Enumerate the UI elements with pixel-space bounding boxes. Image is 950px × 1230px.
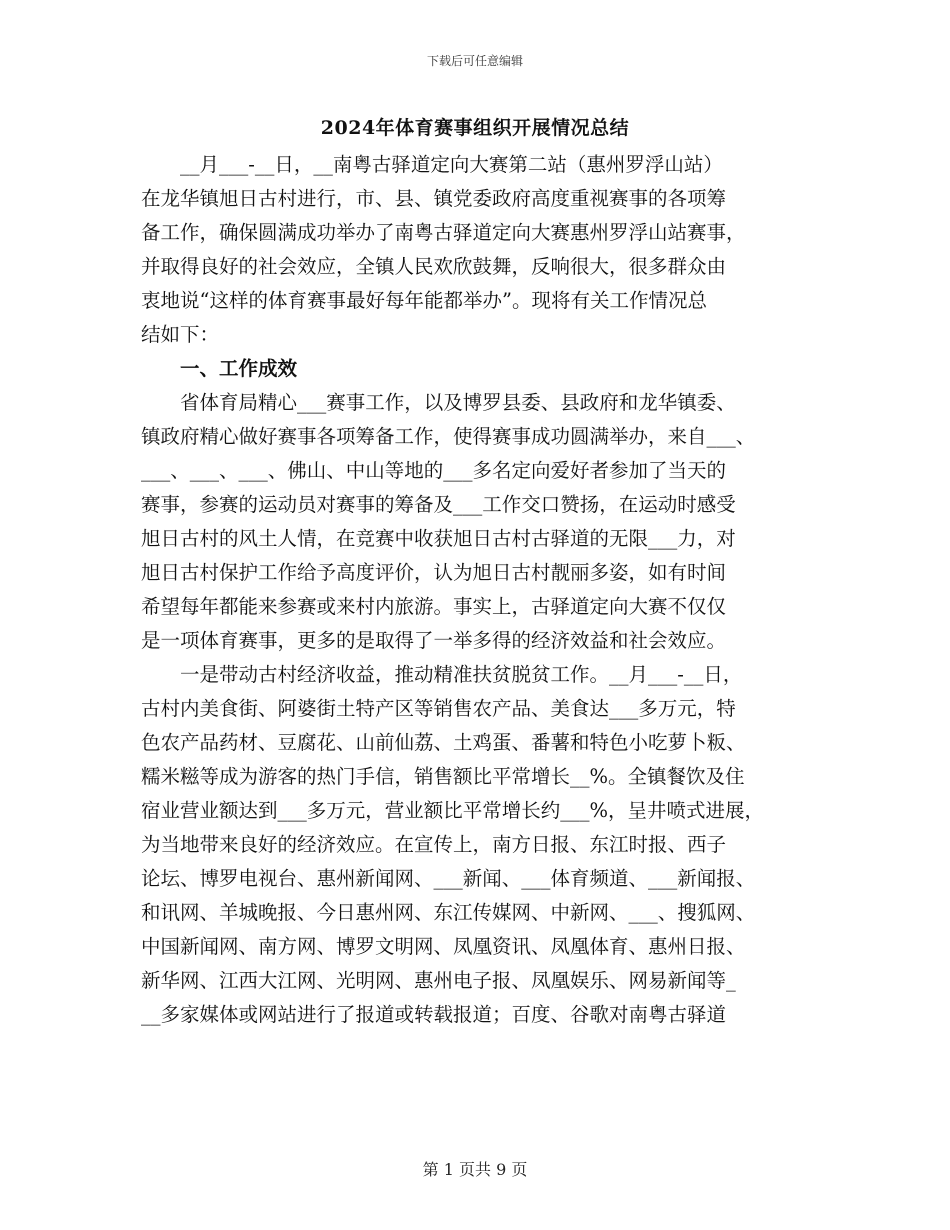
text-line: 和讯网、羊城晚报、今日惠州网、东江传媒网、中新网、___、搜狐网、 [141,901,756,924]
text-line: 旭日古村的风土人情，在竞赛中收获旭日古村古驿道的无限___力，对 [141,527,736,550]
text-line: 一是带动古村经济收益，推动精准扶贫脱贫工作。__月___-__日， [141,663,743,686]
text-line: 论坛、博罗电视台、惠州新闻网、___新闻、___体育频道、___新闻报、 [141,867,756,890]
document-body [141,148,801,1032]
text-line: 镇政府精心做好赛事各项筹备工作，使得赛事成功圆满举办，来自___、 [141,425,756,448]
page-footer: 第 1 页共 9 页 [422,1160,528,1179]
text-line: 省体育局精心___赛事工作，以及博罗县委、县政府和龙华镇委、 [141,391,736,414]
text-line: 赛事，参赛的运动员对赛事的筹备及___工作交口赞扬，在运动时感受 [141,493,736,516]
document-title: 2024年体育赛事组织开展情况总结 [320,117,630,139]
text-line: 备工作，确保圆满成功举办了南粤古驿道定向大赛惠州罗浮山站赛事， [141,221,746,244]
text-line: __多家媒体或网站进行了报道或转载报道；百度、谷歌对南粤古驿道 [141,1003,727,1026]
section-heading: 一、工作成效 [141,357,298,380]
text-line: 旭日古村保护工作给予高度评价，认为旭日古村靓丽多姿，如有时间 [141,561,727,584]
text-line: 为当地带来良好的经济效应。在宣传上，南方日报、东江时报、西子 [141,833,727,856]
text-line: __月___-__日，__南粤古驿道定向大赛第二站（惠州罗浮山站） [141,153,723,176]
text-line: 并取得良好的社会效应，全镇人民欢欣鼓舞，反响很大，很多群众由 [141,255,727,278]
text-line: 在龙华镇旭日古村进行，市、县、镇党委政府高度重视赛事的各项筹 [141,187,727,210]
page-header: 下载后可任意编辑 [426,54,523,68]
text-line: 古村内美食街、阿婆街土特产区等销售农产品、美食达___多万元，特 [141,697,736,720]
text-line: ___、___、___、佛山、中山等地的___多名定向爱好者参加了当天的 [141,459,727,482]
text-line: 色农产品药材、豆腐花、山前仙荔、土鸡蛋、番薯和特色小吃萝卜粄、 [141,731,746,754]
text-line: 糯米糍等成为游客的热门手信，销售额比平常增长__%。全镇餐饮及住 [141,765,745,788]
text-line: 是一项体育赛事，更多的是取得了一举多得的经济效益和社会效应。 [141,629,727,652]
text-line: 希望每年都能来参赛或来村内旅游。事实上，古驿道定向大赛不仅仅 [141,595,727,618]
text-line: 衷地说“这样的体育赛事最好每年能都举办”。现将有关工作情况总 [141,289,707,312]
text-line: 宿业营业额达到___多万元，营业额比平常增长约___%，呈井喷式进展， [141,799,765,822]
text-line: 结如下： [141,323,220,346]
text-line: 新华网、江西大江网、光明网、惠州电子报、凤凰娱乐、网易新闻等_ [141,969,736,992]
text-line: 中国新闻网、南方网、博罗文明网、凤凰资讯、凤凰体育、惠州日报、 [141,935,746,958]
